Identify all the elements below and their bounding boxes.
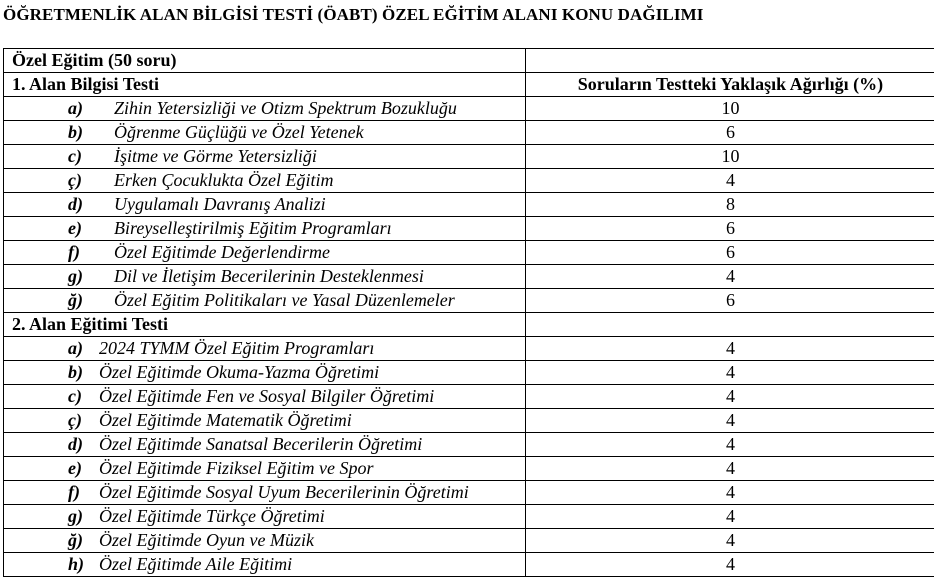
topic-name: Öğrenme Güçlüğü ve Özel Yetenek — [114, 122, 364, 142]
topic-name: İşitme ve Görme Yetersizliği — [114, 146, 317, 166]
topic-name: Zihin Yetersizliği ve Otizm Spektrum Bozukluğu — [114, 98, 457, 118]
topic-cell — [4, 481, 526, 505]
weight-cell: 4 — [526, 409, 934, 433]
table-row — [4, 457, 934, 481]
table-row — [4, 433, 934, 457]
table-row — [4, 193, 934, 217]
item-letter: f) — [4, 241, 114, 264]
weight-cell: 4 — [526, 337, 934, 361]
table-heading-row — [4, 49, 934, 73]
weight-cell: 4 — [526, 169, 934, 193]
topic-cell — [4, 409, 526, 433]
item-letter: g) — [4, 505, 99, 528]
table-body — [4, 49, 934, 577]
weight-cell: 6 — [526, 217, 934, 241]
weight-cell: 6 — [526, 241, 934, 265]
topic-cell — [4, 241, 526, 265]
topic-cell — [4, 337, 526, 361]
item-letter: d) — [4, 433, 99, 456]
section-title: 2. Alan Eğitimi Testi — [4, 313, 526, 337]
item-letter: ğ) — [4, 529, 99, 552]
weight-cell: 10 — [526, 145, 934, 169]
page-title: ÖĞRETMENLİK ALAN BİLGİSİ TESTİ (ÖABT) ÖZEL EĞİTİM ALANI KONU DAĞILIMI — [3, 5, 703, 25]
item-letter: h) — [4, 553, 99, 576]
topic-cell — [4, 457, 526, 481]
table-row — [4, 217, 934, 241]
item-letter: e) — [4, 457, 99, 480]
topic-cell — [4, 433, 526, 457]
table-row — [4, 409, 934, 433]
section-header-row — [4, 313, 934, 337]
topic-name: Özel Eğitimde Sanatsal Becerilerin Öğretimi — [99, 434, 422, 454]
weight-cell: 8 — [526, 193, 934, 217]
topic-name: Özel Eğitimde Sosyal Uyum Becerilerinin Öğretimi — [99, 482, 469, 502]
topic-cell — [4, 265, 526, 289]
topic-name: Özel Eğitimde Okuma-Yazma Öğretimi — [99, 362, 379, 382]
topic-cell — [4, 193, 526, 217]
weight-column-header: Soruların Testteki Yaklaşık Ağırlığı (%) — [526, 73, 934, 97]
section-title: 1. Alan Bilgisi Testi — [4, 73, 526, 97]
topic-cell — [4, 553, 526, 577]
item-letter: e) — [4, 217, 114, 240]
table-row — [4, 529, 934, 553]
weight-cell: 10 — [526, 97, 934, 121]
topic-name: Özel Eğitimde Aile Eğitimi — [99, 554, 292, 574]
topic-distribution-table — [3, 48, 934, 577]
topic-cell — [4, 217, 526, 241]
item-letter: d) — [4, 193, 114, 216]
topic-name: Erken Çocuklukta Özel Eğitim — [114, 170, 333, 190]
item-letter: b) — [4, 121, 114, 144]
topic-name: Özel Eğitimde Fen ve Sosyal Bilgiler Öğretimi — [99, 386, 434, 406]
topic-cell — [4, 385, 526, 409]
item-letter: ç) — [4, 169, 114, 192]
table-heading: Özel Eğitim (50 soru) — [4, 49, 526, 73]
topic-cell — [4, 529, 526, 553]
topic-cell — [4, 145, 526, 169]
weight-cell: 4 — [526, 361, 934, 385]
topic-name: Özel Eğitimde Oyun ve Müzik — [99, 530, 314, 550]
table-row — [4, 361, 934, 385]
topic-cell — [4, 169, 526, 193]
weight-cell: 6 — [526, 289, 934, 313]
item-letter: b) — [4, 361, 99, 384]
table-row — [4, 385, 934, 409]
weight-cell: 4 — [526, 529, 934, 553]
table-row — [4, 145, 934, 169]
item-letter: g) — [4, 265, 114, 288]
table-row — [4, 481, 934, 505]
item-letter: a) — [4, 97, 114, 120]
table-row — [4, 553, 934, 577]
topic-name: Özel Eğitimde Fiziksel Eğitim ve Spor — [99, 458, 373, 478]
topic-cell — [4, 289, 526, 313]
topic-name: Özel Eğitimde Değerlendirme — [114, 242, 330, 262]
item-letter: ğ) — [4, 289, 114, 312]
item-letter: f) — [4, 481, 99, 504]
topic-name: Uygulamalı Davranış Analizi — [114, 194, 326, 214]
table-row — [4, 289, 934, 313]
weight-cell: 4 — [526, 481, 934, 505]
weight-cell: 4 — [526, 553, 934, 577]
weight-cell: 4 — [526, 505, 934, 529]
item-letter: ç) — [4, 409, 99, 432]
table-row — [4, 97, 934, 121]
topic-cell — [4, 361, 526, 385]
topic-name: Özel Eğitim Politikaları ve Yasal Düzenlemeler — [114, 290, 455, 310]
section-header-row — [4, 73, 934, 97]
empty-cell — [526, 313, 934, 337]
table-row — [4, 241, 934, 265]
topic-cell — [4, 505, 526, 529]
topic-name: Bireyselleştirilmiş Eğitim Programları — [114, 218, 392, 238]
topic-name: Özel Eğitimde Türkçe Öğretimi — [99, 506, 325, 526]
table-row — [4, 121, 934, 145]
weight-cell: 4 — [526, 265, 934, 289]
item-letter: c) — [4, 145, 114, 168]
table-row — [4, 265, 934, 289]
item-letter: c) — [4, 385, 99, 408]
empty-cell — [526, 49, 934, 73]
weight-cell: 4 — [526, 457, 934, 481]
item-letter: a) — [4, 337, 99, 360]
table-row — [4, 337, 934, 361]
weight-cell: 4 — [526, 385, 934, 409]
table-row — [4, 505, 934, 529]
topic-cell — [4, 97, 526, 121]
topic-name: Dil ve İletişim Becerilerinin Desteklenmesi — [114, 266, 424, 286]
table-row — [4, 169, 934, 193]
topic-cell — [4, 121, 526, 145]
weight-cell: 6 — [526, 121, 934, 145]
weight-cell: 4 — [526, 433, 934, 457]
topic-name: 2024 TYMM Özel Eğitim Programları — [99, 338, 374, 358]
topic-name: Özel Eğitimde Matematik Öğretimi — [99, 410, 352, 430]
